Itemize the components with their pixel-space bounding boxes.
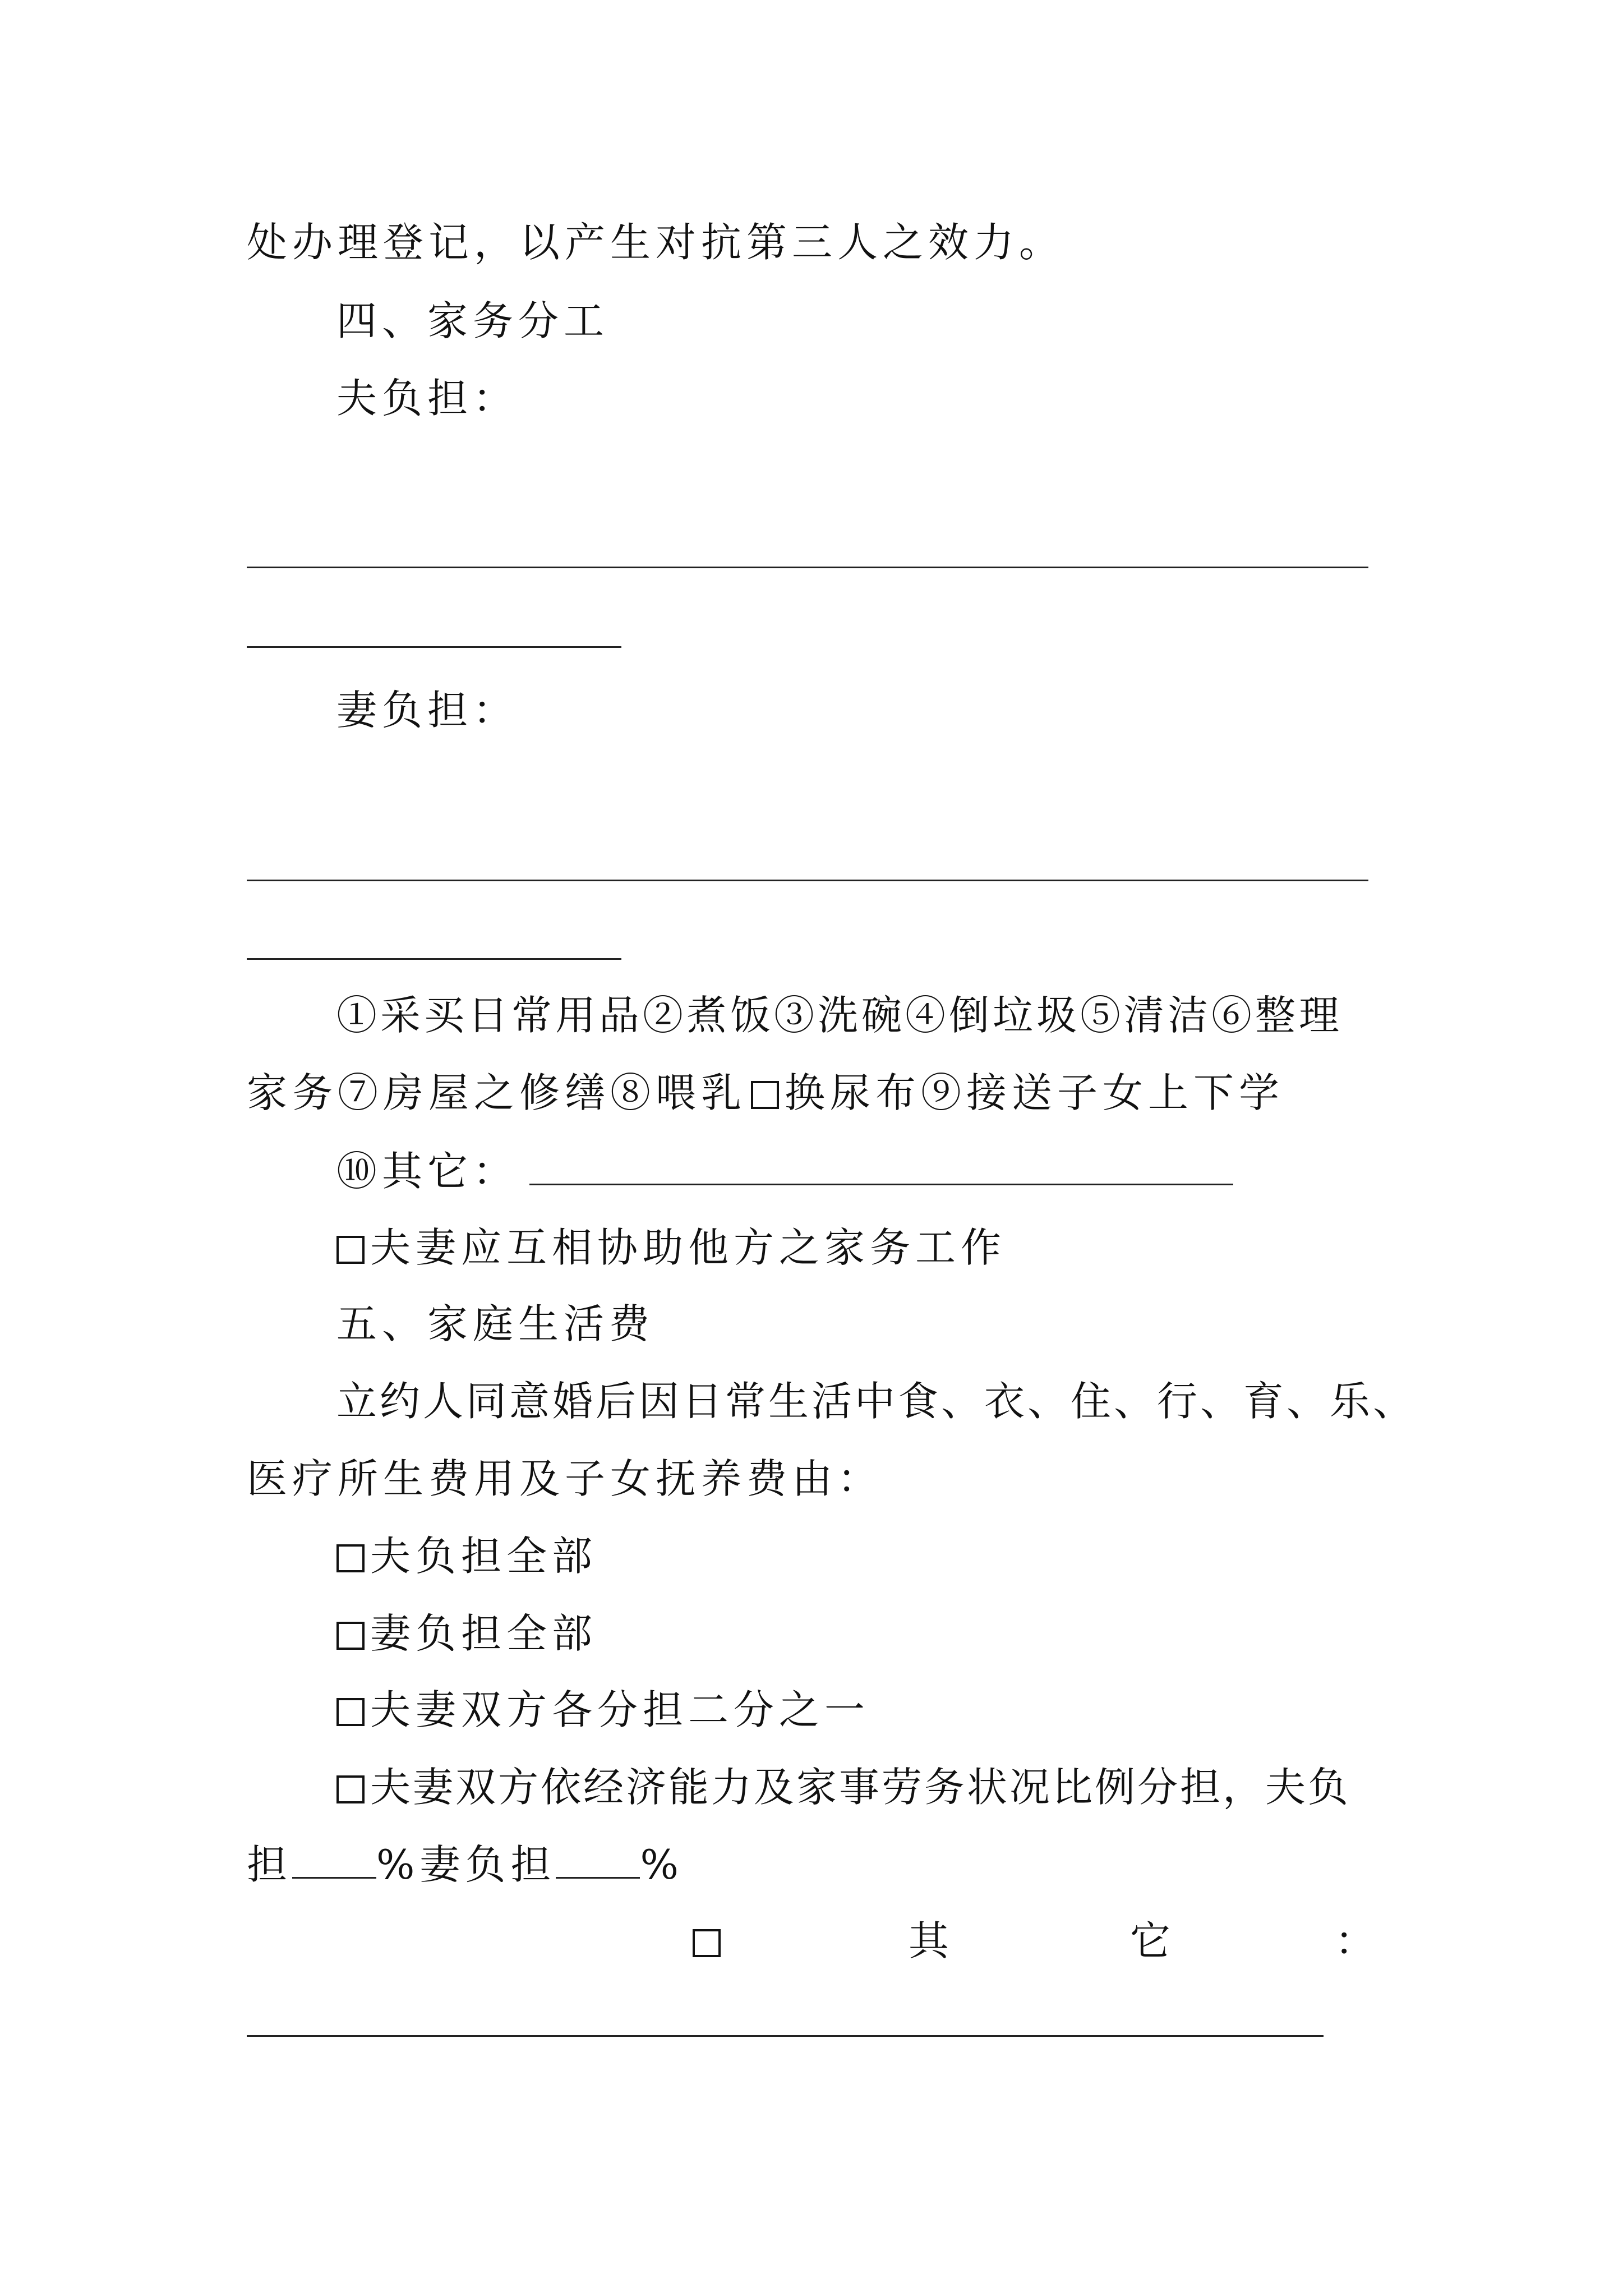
husband-duties-label: 夫负担： — [336, 375, 519, 422]
option-husband-all — [336, 1528, 597, 1584]
wife-duties-blank-line-2[interactable] — [247, 958, 621, 960]
option-half — [336, 1682, 870, 1738]
other-option-checkbox[interactable] — [693, 1913, 721, 1969]
wife-duties-blank-line[interactable] — [247, 880, 1368, 881]
checkbox-icon[interactable] — [751, 1081, 779, 1109]
option-text: 担 — [247, 1841, 293, 1888]
other-option-label-ta: 它 — [1130, 1917, 1171, 1964]
mutual-help-text: 夫妻应互相协助他方之家务工作 — [370, 1224, 1007, 1271]
checkbox-icon[interactable] — [693, 1929, 721, 1957]
wife-duties-label: 妻负担： — [336, 687, 519, 734]
checkbox-icon[interactable] — [336, 1544, 365, 1572]
mutual-help-option — [336, 1220, 1006, 1276]
option-wife-all — [336, 1605, 597, 1662]
wife-percent-blank[interactable] — [556, 1877, 640, 1879]
checkbox-icon[interactable] — [336, 1236, 365, 1264]
chores-text-b: 换尿布⑨接送子女上下学 — [785, 1069, 1285, 1116]
other-option-colon: ： — [1335, 1917, 1376, 1964]
husband-duties-blank-line[interactable] — [247, 567, 1368, 568]
husband-percent-blank[interactable] — [292, 1877, 376, 1879]
chores-list-line-1: ①采买日常用品②煮饭③洗碗④倒垃圾⑤清洁⑥整理 — [336, 992, 1343, 1039]
section-heading: 五、家庭生活费 — [336, 1300, 655, 1347]
option-text: %妻负担 — [376, 1841, 556, 1888]
checkbox-icon[interactable] — [336, 1775, 365, 1803]
paragraph-line: 医疗所生费用及子女抚养费由： — [247, 1455, 883, 1502]
option-text: 夫负担全部 — [370, 1533, 598, 1580]
option-text: % — [640, 1841, 684, 1888]
option-ratio — [336, 1759, 1350, 1815]
chores-other-label: ⑩其它： — [336, 1148, 519, 1195]
other-option-label-qi: 其 — [909, 1917, 949, 1964]
option-ratio-line-2 — [247, 1837, 684, 1893]
chores-text-a: 家务⑦房屋之修缮⑧喂乳 — [247, 1069, 747, 1116]
section-heading: 四、家务分工 — [336, 297, 610, 344]
checkbox-icon[interactable] — [336, 1698, 365, 1726]
other-option-blank-line[interactable] — [247, 2035, 1324, 2037]
paragraph-line: 立约人同意婚后因日常生活中食、衣、住、行、育、乐、 — [336, 1378, 1417, 1425]
checkbox-icon[interactable] — [336, 1622, 365, 1650]
option-text: 夫妻双方依经济能力及家事劳务状况比例分担，夫负 — [370, 1764, 1351, 1811]
chores-other-line — [336, 1143, 1233, 1199]
chores-other-blank[interactable] — [529, 1184, 1233, 1185]
chores-list-line-2 — [247, 1065, 1284, 1121]
option-text: 妻负担全部 — [370, 1610, 598, 1657]
paragraph-line: 处办理登记，以产生对抗第三人之效力。 — [247, 219, 1065, 266]
husband-duties-blank-line-2[interactable] — [247, 646, 621, 648]
option-text: 夫妻双方各分担二分之一 — [370, 1686, 870, 1733]
